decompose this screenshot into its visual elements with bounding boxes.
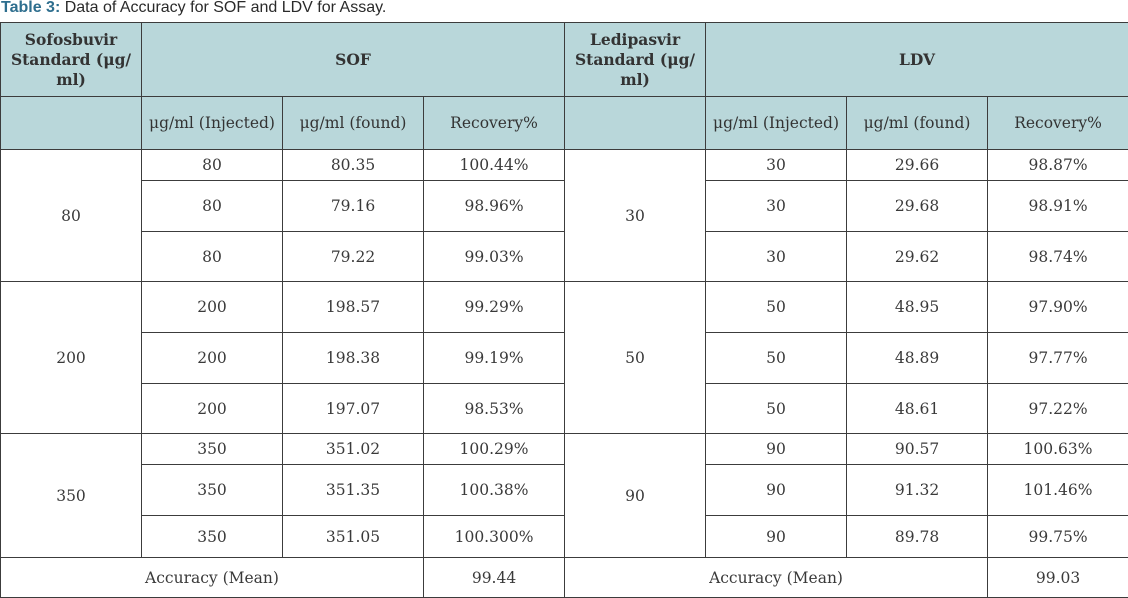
ldv-recovery-cell: 97.77%	[988, 333, 1128, 384]
sof-found-cell: 351.05	[283, 516, 424, 558]
sof-recovery-cell: 100.38%	[424, 465, 565, 516]
sof-recovery-cell: 100.44%	[424, 150, 565, 181]
sof-injected-cell: 200	[142, 384, 283, 434]
ldv-found-cell: 29.66	[847, 150, 988, 181]
sof-injected-cell: 350	[142, 465, 283, 516]
ldv-injected-cell: 50	[706, 384, 847, 434]
header-row-1	[1, 23, 1128, 97]
header-sof-found: μg/ml (found)	[283, 97, 424, 150]
header-sof-group: SOF	[142, 23, 565, 97]
sof-found-cell: 80.35	[283, 150, 424, 181]
sof-accuracy-value: 99.44	[424, 558, 565, 598]
ldv-accuracy-value: 99.03	[988, 558, 1128, 598]
header-row-2	[1, 97, 1128, 150]
ldv-accuracy-label: Accuracy (Mean)	[565, 558, 988, 598]
ldv-recovery-cell: 100.63%	[988, 434, 1128, 465]
sof-found-cell: 79.16	[283, 181, 424, 232]
sof-accuracy-label: Accuracy (Mean)	[1, 558, 424, 598]
table-row	[1, 333, 1128, 384]
sof-injected-cell: 80	[142, 232, 283, 282]
table-row	[1, 384, 1128, 434]
header-ldv-injected: μg/ml (Injected)	[706, 97, 847, 150]
header-empty-cell	[565, 97, 706, 150]
header-sof-recovery: Recovery%	[424, 97, 565, 150]
sof-injected-cell: 200	[142, 282, 283, 333]
ldv-found-cell: 89.78	[847, 516, 988, 558]
sof-recovery-cell: 99.19%	[424, 333, 565, 384]
sof-recovery-cell: 99.29%	[424, 282, 565, 333]
header-ldv-found: μg/ml (found)	[847, 97, 988, 150]
header-sof-standard: Sofosbuvir Standard (μg/ ml)	[1, 23, 142, 97]
ldv-injected-cell: 30	[706, 150, 847, 181]
sof-standard-cell: 80	[1, 150, 142, 282]
accuracy-row	[1, 558, 1128, 598]
ldv-found-cell: 48.61	[847, 384, 988, 434]
sof-found-cell: 351.02	[283, 434, 424, 465]
table-row	[1, 282, 1128, 333]
ldv-recovery-cell: 98.74%	[988, 232, 1128, 282]
sof-recovery-cell: 98.96%	[424, 181, 565, 232]
sof-recovery-cell: 100.29%	[424, 434, 565, 465]
ldv-recovery-cell: 99.75%	[988, 516, 1128, 558]
sof-found-cell: 351.35	[283, 465, 424, 516]
ldv-found-cell: 48.89	[847, 333, 988, 384]
ldv-standard-cell: 90	[565, 434, 706, 558]
ldv-recovery-cell: 97.90%	[988, 282, 1128, 333]
sof-found-cell: 197.07	[283, 384, 424, 434]
table-row	[1, 516, 1128, 558]
sof-found-cell: 198.57	[283, 282, 424, 333]
ldv-found-cell: 29.68	[847, 181, 988, 232]
ldv-injected-cell: 50	[706, 333, 847, 384]
sof-standard-cell: 200	[1, 282, 142, 434]
table-row	[1, 434, 1128, 465]
ldv-found-cell: 48.95	[847, 282, 988, 333]
ldv-found-cell: 91.32	[847, 465, 988, 516]
ldv-found-cell: 90.57	[847, 434, 988, 465]
sof-injected-cell: 80	[142, 150, 283, 181]
header-empty-cell	[1, 97, 142, 150]
sof-recovery-cell: 100.300%	[424, 516, 565, 558]
sof-recovery-cell: 99.03%	[424, 232, 565, 282]
header-ldv-group: LDV	[706, 23, 1128, 97]
sof-found-cell: 79.22	[283, 232, 424, 282]
ldv-injected-cell: 50	[706, 282, 847, 333]
accuracy-table	[0, 22, 1128, 598]
ldv-recovery-cell: 98.91%	[988, 181, 1128, 232]
table-row	[1, 150, 1128, 181]
sof-injected-cell: 350	[142, 434, 283, 465]
sof-found-cell: 198.38	[283, 333, 424, 384]
table-row	[1, 465, 1128, 516]
table-row	[1, 232, 1128, 282]
ldv-recovery-cell: 97.22%	[988, 384, 1128, 434]
ldv-found-cell: 29.62	[847, 232, 988, 282]
header-ldv-recovery: Recovery%	[988, 97, 1128, 150]
ldv-injected-cell: 90	[706, 434, 847, 465]
sof-injected-cell: 350	[142, 516, 283, 558]
ldv-injected-cell: 30	[706, 232, 847, 282]
caption-label: Table 3:	[1, 0, 60, 16]
ldv-injected-cell: 90	[706, 465, 847, 516]
table-row	[1, 181, 1128, 232]
sof-injected-cell: 200	[142, 333, 283, 384]
ldv-injected-cell: 90	[706, 516, 847, 558]
ldv-standard-cell: 50	[565, 282, 706, 434]
caption-text: Data of Accuracy for SOF and LDV for Assay.	[60, 0, 386, 16]
header-ldv-standard: Ledipasvir Standard (μg/ ml)	[565, 23, 706, 97]
ldv-recovery-cell: 98.87%	[988, 150, 1128, 181]
sof-recovery-cell: 98.53%	[424, 384, 565, 434]
ldv-injected-cell: 30	[706, 181, 847, 232]
sof-standard-cell: 350	[1, 434, 142, 558]
header-sof-injected: μg/ml (Injected)	[142, 97, 283, 150]
ldv-recovery-cell: 101.46%	[988, 465, 1128, 516]
ldv-standard-cell: 30	[565, 150, 706, 282]
table-caption	[1, 0, 386, 19]
sof-injected-cell: 80	[142, 181, 283, 232]
